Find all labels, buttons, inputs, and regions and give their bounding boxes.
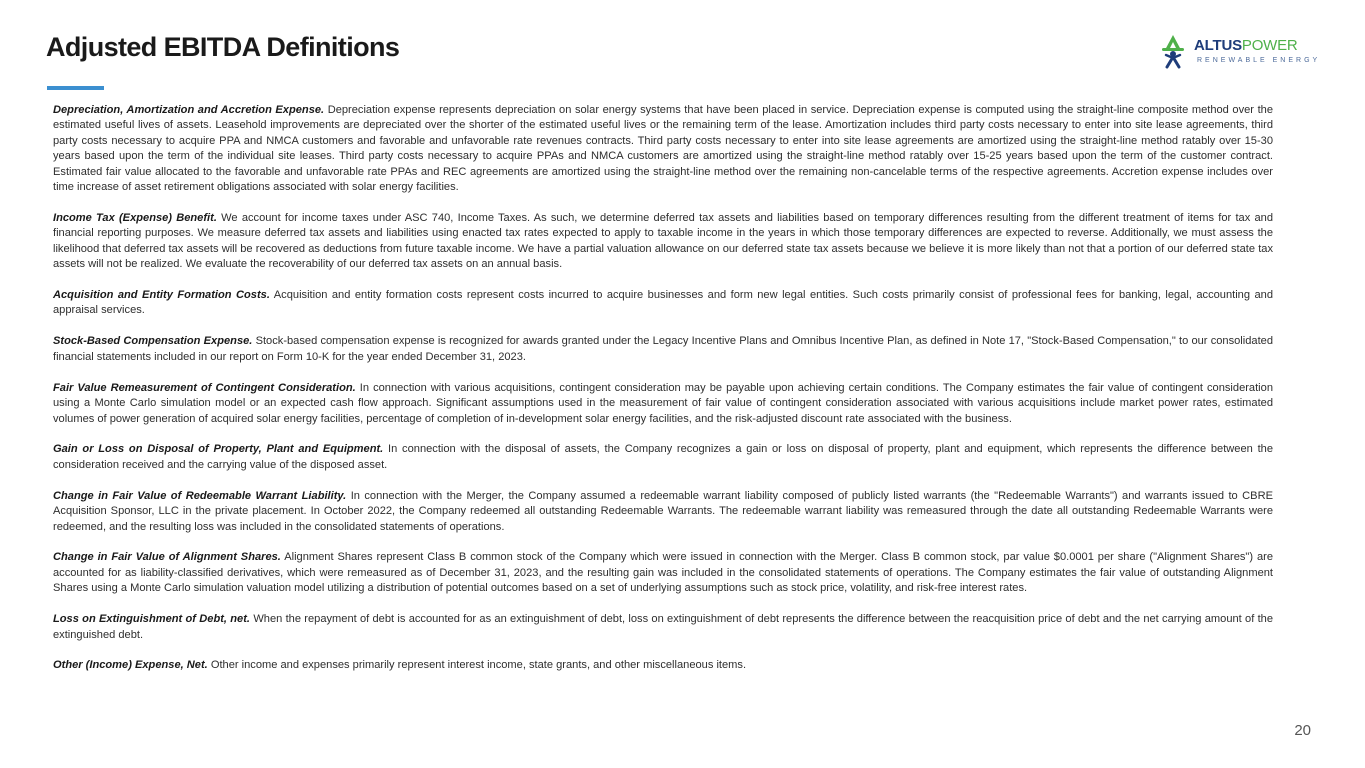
altus-logo-icon — [1160, 33, 1186, 69]
definition-term: Income Tax (Expense) Benefit. — [53, 211, 217, 224]
definition-contingent-consideration — [53, 381, 1273, 427]
definition-text: Other income and expenses primarily represent interest income, state grants, and other miscellaneous items. — [210, 659, 747, 672]
definition-text: Alignment Shares represent Class B common stock of the Company which were issued in connection with the Merger. Class B common stock, par value $0.0001 per share ("Alignment Shares") are accounted for as liability-classified derivatives, which were remeasured as of December 31, 2023, and the resulting gain was included in the consolidated statements of operations. The Company estimates the fair value of outstanding Alignment Shares using a Monte Carlo simulation valuation model utilizing a distribution of potential outcomes based on a set of underlying assumptions such as stock price, volatility, and risk-free interest rates. — [53, 551, 1273, 595]
definition-stock-compensation — [53, 334, 1273, 365]
definitions-list — [53, 103, 1273, 689]
definition-term: Fair Value Remeasurement of Contingent Consideration. — [53, 381, 356, 394]
logo-wordmark: ALTUSPOWER — [1194, 37, 1298, 54]
definition-text: When the repayment of debt is accounted for as an extinguishment of debt, loss on extinguishment of debt represents the difference between the reacquisition price of debt and the net carrying amount of the extinguished debt. — [53, 613, 1274, 641]
page-title: Adjusted EBITDA Definitions — [46, 32, 400, 62]
logo-tagline: RENEWABLE ENERGY — [1197, 57, 1321, 64]
definition-text: Depreciation expense represents depreciation on solar energy systems that have been placed in service. Depreciation expense is computed using the straight-line composite method over the estimated useful lives of assets. Leasehold improvements are depreciated over the shorter of the estimated useful lives or the remaining term of the lease. Amortization includes third party costs necessary to enter into site lease agreements, third party costs necessary to acquire PPA and NMCA customers and favorable and unfavorable rate revenues contracts. Third party costs necessary to enter into site lease agreements are amortized using the straight-line method ratably over 15-30 years based upon the term of the individual site leases. Third party costs necessary to acquire PPAs and NMCA customers are amortized using the straight-line method ratably over 15-25 years based upon the term of the customer contract. Estimated fair value allocated to the favorable and unfavorable rate PPAs and REC agreements are amortized using the straight-line method over the remaining non-cancelable terms of the respective agreements. Accretion expense includes over time increase of asset retirement obligations associated with solar energy facilities. — [53, 104, 1273, 194]
definition-text: In connection with various acquisitions, contingent consideration may be payable upon achieving certain conditions. The Company estimates the fair value of contingent consideration using a Monte Carlo simulation model or an expected cash flow approach. Significant assumptions used in the measurement of fair value of contingent consideration associated with various acquisitions include market power rates, estimated volumes of power generation of acquired solar energy facilities, percentage of completion of in-development solar energy facilities, and the risk-adjusted discount rate associated with the business. — [53, 381, 1273, 425]
definition-acquisition-costs — [53, 288, 1273, 319]
definition-term: Loss on Extinguishment of Debt, net. — [53, 613, 251, 626]
definition-term: Change in Fair Value of Redeemable Warrant Liability. — [53, 489, 347, 502]
definition-alignment-shares — [53, 550, 1273, 596]
definition-text: We account for income taxes under ASC 740, Income Taxes. As such, we determine deferred tax assets and liabilities based on temporary differences resulting from the different treatment of items for tax and financial reporting purposes. We measure deferred tax assets and liabilities using enacted tax rates expected to apply to taxable income in the years in which those temporary differences are expected to reverse. Additionally, we must assess the likelihood that deferred tax assets will be recovered as deductions from future taxable income. We have a partial valuation allowance on our deferred state tax assets because we believe it is more likely than not that a portion of our deferred state tax assets will not be realized. We evaluate the recoverability of our deferred tax assets on an annual basis. — [53, 211, 1274, 271]
definition-text: In connection with the Merger, the Company assumed a redeemable warrant liability composed of publicly listed warrants (the "Redeemable Warrants") and warrants issued to CBRE Acquisition Sponsor, LLC in the private placement. In October 2022, the Company redeemed all outstanding Redeemable Warrants. The redeemable warrant liability was remeasured through the date all outstanding Redeemable Warrants were redeemed, and the resulting loss was included in the consolidated statements of operations. — [53, 489, 1273, 533]
definition-depreciation — [53, 103, 1273, 195]
definition-debt-extinguishment — [53, 612, 1273, 643]
definition-text: Acquisition and entity formation costs represent costs incurred to acquire businesses and form new legal entities. Such costs primarily consist of professional fees for banking, legal, accounting and appraisal services. — [53, 289, 1273, 317]
definition-term: Other (Income) Expense, Net. — [53, 659, 208, 672]
definition-term: Depreciation, Amortization and Accretion Expense. — [53, 104, 325, 116]
definition-term: Stock-Based Compensation Expense. — [53, 335, 253, 348]
definition-warrant-liability — [53, 489, 1273, 535]
company-logo — [1160, 33, 1320, 69]
definition-term: Gain or Loss on Disposal of Property, Plant and Equipment. — [53, 443, 384, 456]
page-number: 20 — [1294, 722, 1311, 739]
definition-disposal-gain-loss — [53, 442, 1273, 473]
definition-term: Acquisition and Entity Formation Costs. — [53, 289, 270, 302]
definition-income-tax — [53, 211, 1273, 273]
definition-other-income-expense — [53, 658, 1273, 673]
definition-text: Stock-based compensation expense is recognized for awards granted under the Legacy Incentive Plans and Omnibus Incentive Plan, as defined in Note 17, "Stock-Based Compensation," to our consolidated financial statements included in our report on Form 10-K for the year ended December 31, 2023. — [53, 335, 1273, 363]
definition-text: In connection with the disposal of assets, the Company recognizes a gain or loss on disposal of property, plant and equipment, which represents the difference between the consideration received and the carrying value of the disposed asset. — [53, 443, 1273, 471]
title-accent-bar — [47, 86, 104, 90]
definition-term: Change in Fair Value of Alignment Shares. — [53, 551, 281, 564]
